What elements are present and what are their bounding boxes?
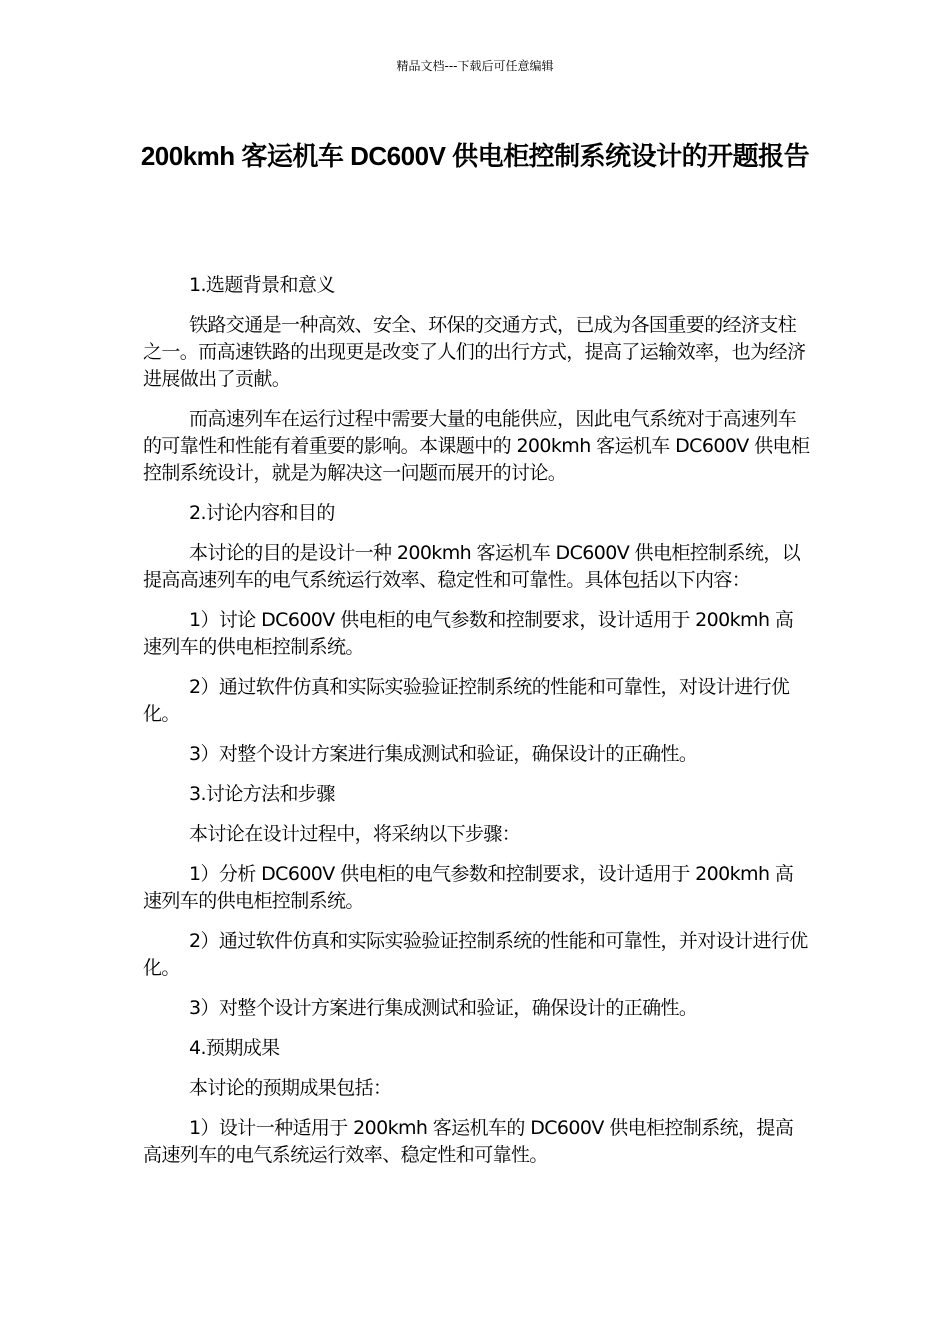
document-title: 200kmh 客运机车 DC600V 供电柜控制系统设计的开题报告 bbox=[140, 141, 810, 171]
list-item: 1）讨论 DC600V 供电柜的电气参数和控制要求，设计适用于 200kmh 高速列车的供电柜控制系统。 bbox=[143, 609, 794, 658]
list-item: 3）对整个设计方案进行集成测试和验证，确保设计的正确性。 bbox=[189, 743, 698, 765]
section-heading-content: 2.讨论内容和目的 bbox=[189, 502, 335, 524]
list-item: 1）设计一种适用于 200kmh 客运机车的 DC600V 供电柜控制系统，提高高速列车的电气系统运行效率、稳定性和可靠性。 bbox=[143, 1117, 794, 1166]
section-heading-results: 4.预期成果 bbox=[189, 1037, 280, 1059]
header-note: 精品文档---下载后可任意编辑 bbox=[396, 59, 554, 73]
paragraph: 本讨论的目的是设计一种 200kmh 客运机车 DC600V 供电柜控制系统，以提高高速列车的电气系统运行效率、稳定性和可靠性。具体包括以下内容： bbox=[143, 542, 801, 591]
document-body bbox=[143, 272, 810, 1182]
paragraph: 铁路交通是一种高效、安全、环保的交通方式，已成为各国重要的经济支柱之一。而高速铁路的出现更是改变了人们的出行方式，提高了运输效率，也为经济进展做出了贡献。 bbox=[143, 314, 806, 390]
list-item: 1）分析 DC600V 供电柜的电气参数和控制要求，设计适用于 200kmh 高速列车的供电柜控制系统。 bbox=[143, 863, 794, 912]
paragraph: 而高速列车在运行过程中需要大量的电能供应，因此电气系统对于高速列车的可靠性和性能有着重要的影响。本课题中的 200kmh 客运机车 DC600V 供电柜控制系统设计，就是为解决这一问题而展开的讨论。 bbox=[143, 408, 810, 484]
list-item: 2）通过软件仿真和实际实验验证控制系统的性能和可靠性，对设计进行优化。 bbox=[143, 676, 790, 725]
list-item: 3）对整个设计方案进行集成测试和验证，确保设计的正确性。 bbox=[189, 997, 698, 1019]
paragraph: 本讨论在设计过程中，将采纳以下步骤： bbox=[189, 823, 521, 845]
section-heading-background: 1.选题背景和意义 bbox=[189, 274, 335, 296]
paragraph: 本讨论的预期成果包括： bbox=[189, 1077, 392, 1099]
section-heading-method: 3.讨论方法和步骤 bbox=[189, 783, 335, 805]
list-item: 2）通过软件仿真和实际实验验证控制系统的性能和可靠性，并对设计进行优化。 bbox=[143, 930, 808, 979]
